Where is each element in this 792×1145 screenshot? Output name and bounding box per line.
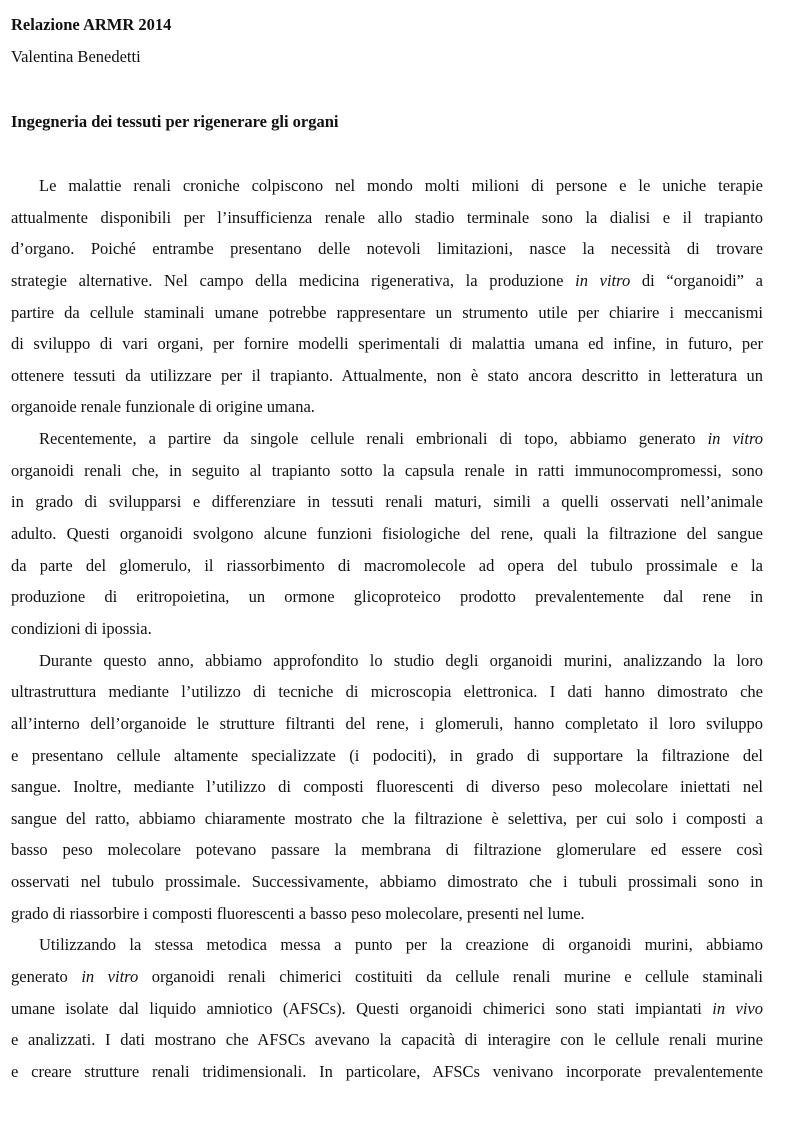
text-segment: partire da cellule staminali umane potrebbe rappresentare un strumento utile per chiarire i meccanismi xyxy=(11,302,763,322)
text-line xyxy=(11,929,763,961)
italic-text: in vivo xyxy=(712,998,763,1018)
text-segment: e analizzati. I dati mostrano che AFSCs avevano la capacità di interagire con le cellule renali murine xyxy=(11,1030,763,1050)
text-line xyxy=(11,233,763,265)
text-line xyxy=(11,202,763,234)
text-line xyxy=(11,423,763,455)
text-segment: organoidi renali che, in seguito al trapianto sotto la capsula renale in ratti immunocompromessi, sono xyxy=(11,460,763,480)
text-segment: Utilizzando la stessa metodica messa a punto per la creazione di organoidi murini, abbiamo xyxy=(39,935,763,955)
text-line xyxy=(11,898,763,930)
text-line xyxy=(11,740,763,772)
text-segment: condizioni di ipossia. xyxy=(11,618,152,638)
text-segment: e presentano cellule altamente specializzate (i podociti), in grado di supportare la filtrazione del xyxy=(11,745,763,765)
text-segment: osservati nel tubulo prossimale. Successivamente, abbiamo dimostrato che i tubuli prossimali sono in xyxy=(11,872,763,892)
text-line xyxy=(11,455,763,487)
text-line xyxy=(11,1056,763,1088)
text-segment: Le malattie renali croniche colpiscono nel mondo molti milioni di persone e le uniche terapie xyxy=(39,176,763,195)
text-line xyxy=(11,297,763,329)
text-segment: sangue del ratto, abbiamo chiaramente mostrato che la filtrazione è selettiva, per cui solo i composti a xyxy=(11,808,763,828)
italic-text: in vitro xyxy=(707,429,764,449)
text-line xyxy=(11,550,763,582)
text-line xyxy=(11,328,763,360)
text-segment: di sviluppo di vari organi, per fornire modelli sperimentali di malattia umana ed infine, in futuro, per xyxy=(11,334,763,354)
text-line xyxy=(11,581,763,613)
text-line xyxy=(11,170,763,202)
text-line xyxy=(11,676,763,708)
text-segment: da parte del glomerulo, il riassorbimento di macromolecole ad opera del tubulo prossimale e la xyxy=(11,555,763,575)
text-line xyxy=(11,803,763,835)
text-segment: attualmente disponibili per l’insufficienza renale allo stadio terminale sono la dialisi e il trapianto xyxy=(11,207,763,227)
text-segment: produzione di eritropoietina, un ormone glicoproteico prodotto prevalentemente dal rene in xyxy=(11,587,763,607)
body-text xyxy=(11,170,763,1088)
text-segment: Durante questo anno, abbiamo approfondito lo studio degli organoidi murini, analizzando la loro xyxy=(39,650,763,670)
text-segment: adulto. Questi organoidi svolgono alcune funzioni fisiologiche del rene, quali la filtrazione del sangue xyxy=(11,524,763,544)
text-segment: all’interno dell’organoide le strutture filtranti del rene, i glomeruli, hanno completato il loro sviluppo xyxy=(11,713,763,733)
italic-text: in vitro xyxy=(575,270,631,290)
text-segment: generato xyxy=(11,967,82,987)
text-line xyxy=(11,265,763,297)
text-line xyxy=(11,993,763,1025)
text-line xyxy=(11,486,763,518)
text-segment: sangue. Inoltre, mediante l’utilizzo di composti fluorescenti di diverso peso molecolare iniettati nel xyxy=(11,777,763,797)
italic-text: in vitro xyxy=(81,967,139,987)
text-line xyxy=(11,866,763,898)
text-segment: basso peso molecolare potevano passare la membrana di filtrazione glomerulare ed essere così xyxy=(11,840,763,860)
text-segment: in grado di svilupparsi e differenziare in tessuti renali maturi, simili a quelli osservati nell’animale xyxy=(11,492,763,512)
text-line xyxy=(11,518,763,550)
text-segment: di “organoidi” a xyxy=(630,270,763,290)
text-segment: ultrastruttura mediante l’utilizzo di tecniche di microscopia elettronica. I dati hanno dimostrato che xyxy=(11,682,763,702)
text-segment: grado di riassorbire i composti fluorescenti a basso peso molecolare, presenti nel lume. xyxy=(11,903,585,923)
text-line xyxy=(11,834,763,866)
text-line xyxy=(11,613,763,645)
text-line xyxy=(11,360,763,392)
section-heading: Ingegneria dei tessuti per rigenerare gli organi xyxy=(11,112,339,131)
text-segment: e creare strutture renali tridimensionali. In particolare, AFSCs venivano incorporate prevalentemente xyxy=(11,1061,763,1081)
text-segment: Recentemente, a partire da singole cellule renali embrionali di topo, abbiamo generato xyxy=(39,429,708,449)
document-title: Relazione ARMR 2014 xyxy=(11,15,172,34)
text-line xyxy=(11,961,763,993)
author-name: Valentina Benedetti xyxy=(11,47,141,66)
text-segment: strategie alternative. Nel campo della medicina rigenerativa, la produzione xyxy=(11,270,576,290)
text-segment: d’organo. Poiché entrambe presentano delle notevoli limitazioni, nasce la necessità di trovare xyxy=(11,239,763,259)
text-segment: organoide renale funzionale di origine umana. xyxy=(11,397,315,417)
text-line xyxy=(11,771,763,803)
text-segment: ottenere tessuti da utilizzare per il trapianto. Attualmente, non è stato ancora descritto in letteratura un xyxy=(11,365,763,385)
text-line xyxy=(11,708,763,740)
text-segment: organoidi renali chimerici costituiti da cellule renali murine e cellule staminali xyxy=(138,967,763,987)
text-line xyxy=(11,645,763,677)
text-line xyxy=(11,391,763,423)
text-segment: umane isolate dal liquido amniotico (AFSCs). Questi organoidi chimerici sono stati impiantati xyxy=(11,998,713,1018)
text-line xyxy=(11,1024,763,1056)
